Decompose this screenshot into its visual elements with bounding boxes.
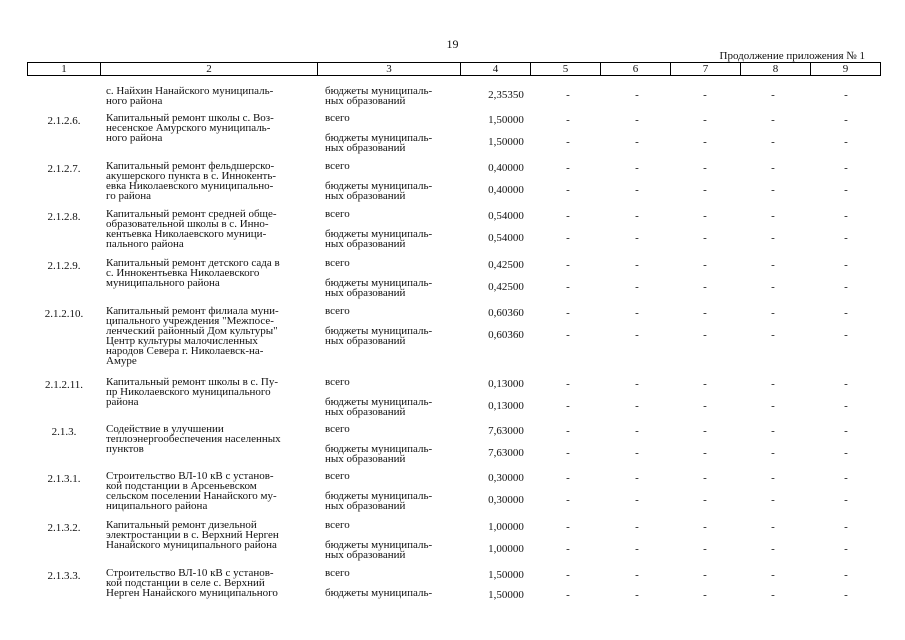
empty-value: - xyxy=(635,589,639,601)
empty-value: - xyxy=(703,136,707,148)
empty-value: - xyxy=(844,543,848,555)
funding-source: всего xyxy=(325,470,350,482)
empty-value: - xyxy=(844,400,848,412)
empty-value: - xyxy=(703,114,707,126)
empty-value: - xyxy=(703,400,707,412)
empty-value: - xyxy=(844,329,848,341)
empty-value: - xyxy=(771,89,775,101)
amount-value: 0,42500 xyxy=(488,281,524,293)
amount-value: 0,13000 xyxy=(488,400,524,412)
empty-value: - xyxy=(771,425,775,437)
empty-value: - xyxy=(771,184,775,196)
funding-source: всего xyxy=(325,112,350,124)
empty-value: - xyxy=(771,447,775,459)
empty-value: - xyxy=(703,521,707,533)
empty-value: - xyxy=(566,162,570,174)
amount-value: 0,40000 xyxy=(488,184,524,196)
empty-value: - xyxy=(844,89,848,101)
empty-value: - xyxy=(771,329,775,341)
empty-value: - xyxy=(771,378,775,390)
empty-value: - xyxy=(566,589,570,601)
empty-value: - xyxy=(566,425,570,437)
empty-value: - xyxy=(566,210,570,222)
empty-value: - xyxy=(635,425,639,437)
empty-value: - xyxy=(771,494,775,506)
empty-value: - xyxy=(566,378,570,390)
amount-value: 0,54000 xyxy=(488,210,524,222)
empty-value: - xyxy=(566,569,570,581)
funding-source: всего xyxy=(325,519,350,531)
row-number: 2.1.3. xyxy=(51,426,77,438)
empty-value: - xyxy=(771,210,775,222)
funding-source: всего xyxy=(325,305,350,317)
empty-value: - xyxy=(703,232,707,244)
header-cell: 7 xyxy=(671,63,741,75)
empty-value: - xyxy=(703,89,707,101)
empty-value: - xyxy=(703,447,707,459)
row-description: Капитальный ремонт школы с. Воз- несенское Амурского муниципаль- ного района xyxy=(106,112,274,144)
empty-value: - xyxy=(635,259,639,271)
amount-value: 1,50000 xyxy=(488,569,524,581)
funding-source: бюджеты муниципаль- ных образований xyxy=(325,132,433,154)
empty-value: - xyxy=(566,89,570,101)
empty-value: - xyxy=(771,259,775,271)
empty-value: - xyxy=(635,329,639,341)
empty-value: - xyxy=(635,307,639,319)
amount-value: 7,63000 xyxy=(488,447,524,459)
empty-value: - xyxy=(566,184,570,196)
row-description: Капитальный ремонт детского сада в с. Иннокентьевка Николаевского муниципального района xyxy=(106,257,280,289)
empty-value: - xyxy=(844,210,848,222)
header-cell: 3 xyxy=(318,63,461,75)
amount-value: 0,54000 xyxy=(488,232,524,244)
empty-value: - xyxy=(844,259,848,271)
empty-value: - xyxy=(844,569,848,581)
empty-value: - xyxy=(771,114,775,126)
empty-value: - xyxy=(703,425,707,437)
row-number: 2.1.2.8. xyxy=(47,211,81,223)
empty-value: - xyxy=(566,521,570,533)
empty-value: - xyxy=(703,569,707,581)
empty-value: - xyxy=(635,472,639,484)
funding-source: всего xyxy=(325,376,350,388)
amount-value: 0,60360 xyxy=(488,307,524,319)
empty-value: - xyxy=(635,494,639,506)
empty-value: - xyxy=(566,329,570,341)
empty-value: - xyxy=(771,569,775,581)
empty-value: - xyxy=(703,378,707,390)
empty-value: - xyxy=(771,232,775,244)
row-number: 2.1.3.1. xyxy=(47,473,81,485)
funding-source: бюджеты муниципаль- ных образований xyxy=(325,396,433,418)
empty-value: - xyxy=(566,259,570,271)
empty-value: - xyxy=(844,472,848,484)
amount-value: 0,40000 xyxy=(488,162,524,174)
amount-value: 1,00000 xyxy=(488,521,524,533)
empty-value: - xyxy=(703,210,707,222)
row-number: 2.1.2.6. xyxy=(47,115,81,127)
empty-value: - xyxy=(635,162,639,174)
header-cell: 5 xyxy=(531,63,601,75)
row-description: Содействие в улучшении теплоэнергообеспечения населенных пунктов xyxy=(106,423,281,455)
empty-value: - xyxy=(566,307,570,319)
empty-value: - xyxy=(771,589,775,601)
empty-value: - xyxy=(566,114,570,126)
empty-value: - xyxy=(703,589,707,601)
header-cell: 4 xyxy=(461,63,531,75)
continuation-label: Продолжение приложения № 1 xyxy=(719,50,865,62)
empty-value: - xyxy=(703,162,707,174)
empty-value: - xyxy=(844,521,848,533)
empty-value: - xyxy=(844,494,848,506)
empty-value: - xyxy=(635,281,639,293)
empty-value: - xyxy=(771,307,775,319)
empty-value: - xyxy=(771,136,775,148)
empty-value: - xyxy=(771,521,775,533)
empty-value: - xyxy=(635,400,639,412)
row-description: Капитальный ремонт филиала муни- ципального учреждения "Межпосе- ленческий районный Дом культуры" Центр культуры малочисленных народов Севера г. Николаевск-на- Амуре xyxy=(106,305,279,367)
empty-value: - xyxy=(566,472,570,484)
empty-value: - xyxy=(844,136,848,148)
empty-value: - xyxy=(844,232,848,244)
empty-value: - xyxy=(566,281,570,293)
amount-value: 1,00000 xyxy=(488,543,524,555)
row-description: Капитальный ремонт средней обще- образовательной школы в с. Инно- кентьевка Николаевского муници- пального района xyxy=(106,208,277,250)
empty-value: - xyxy=(844,447,848,459)
funding-source: бюджеты муниципаль- ных образований xyxy=(325,490,433,512)
row-number: 2.1.3.3. xyxy=(47,570,81,582)
row-description: с. Найхин Нанайского муниципаль- ного района xyxy=(106,85,274,107)
empty-value: - xyxy=(771,162,775,174)
funding-source: бюджеты муниципаль- ных образований xyxy=(325,180,433,202)
funding-source: бюджеты муниципаль- ных образований xyxy=(325,85,433,107)
empty-value: - xyxy=(635,378,639,390)
amount-value: 2,35350 xyxy=(488,89,524,101)
empty-value: - xyxy=(703,184,707,196)
empty-value: - xyxy=(566,136,570,148)
empty-value: - xyxy=(635,447,639,459)
empty-value: - xyxy=(566,494,570,506)
row-description: Строительство ВЛ-10 кВ с установ- кой подстанции в Арсеньевском сельском поселении Нанайского му- ниципального района xyxy=(106,470,277,512)
page-number: 19 xyxy=(446,37,459,51)
empty-value: - xyxy=(703,543,707,555)
row-description: Строительство ВЛ-10 кВ с установ- кой подстанции в селе с. Верхний Нерген Нанайского муниципального xyxy=(106,567,278,599)
empty-value: - xyxy=(635,521,639,533)
empty-value: - xyxy=(844,589,848,601)
funding-source: всего xyxy=(325,208,350,220)
row-number: 2.1.2.7. xyxy=(47,163,81,175)
empty-value: - xyxy=(566,232,570,244)
funding-source: бюджеты муниципаль- xyxy=(325,587,433,599)
empty-value: - xyxy=(566,400,570,412)
empty-value: - xyxy=(703,307,707,319)
empty-value: - xyxy=(844,378,848,390)
empty-value: - xyxy=(703,472,707,484)
funding-source: бюджеты муниципаль- ных образований xyxy=(325,443,433,465)
amount-value: 0,30000 xyxy=(488,472,524,484)
header-cell: 6 xyxy=(601,63,671,75)
amount-value: 1,50000 xyxy=(488,114,524,126)
empty-value: - xyxy=(635,136,639,148)
empty-value: - xyxy=(566,543,570,555)
amount-value: 0,60360 xyxy=(488,329,524,341)
empty-value: - xyxy=(844,162,848,174)
header-cell: 1 xyxy=(28,63,101,75)
row-description: Капитальный ремонт дизельной электростанции в с. Верхний Нерген Нанайского муниципального района xyxy=(106,519,279,551)
header-cell: 2 xyxy=(101,63,318,75)
header-cell: 8 xyxy=(741,63,811,75)
funding-source: всего xyxy=(325,423,350,435)
row-description: Капитальный ремонт школы в с. Пу- пр Николаевского муниципального района xyxy=(106,376,279,408)
empty-value: - xyxy=(771,543,775,555)
empty-value: - xyxy=(635,569,639,581)
empty-value: - xyxy=(703,281,707,293)
amount-value: 1,50000 xyxy=(488,589,524,601)
amount-value: 7,63000 xyxy=(488,425,524,437)
empty-value: - xyxy=(771,400,775,412)
row-number: 2.1.2.10. xyxy=(44,308,84,320)
funding-source: всего xyxy=(325,257,350,269)
row-number: 2.1.2.9. xyxy=(47,260,81,272)
funding-source: бюджеты муниципаль- ных образований xyxy=(325,277,433,299)
empty-value: - xyxy=(844,184,848,196)
empty-value: - xyxy=(771,472,775,484)
header-cell: 9 xyxy=(842,63,849,75)
funding-source: бюджеты муниципаль- ных образований xyxy=(325,228,433,250)
empty-value: - xyxy=(703,259,707,271)
row-number: 2.1.3.2. xyxy=(47,522,81,534)
empty-value: - xyxy=(566,447,570,459)
empty-value: - xyxy=(844,425,848,437)
row-number: 2.1.2.11. xyxy=(44,379,84,391)
empty-value: - xyxy=(635,543,639,555)
empty-value: - xyxy=(703,329,707,341)
empty-value: - xyxy=(635,89,639,101)
amount-value: 0,30000 xyxy=(488,494,524,506)
amount-value: 0,13000 xyxy=(488,378,524,390)
empty-value: - xyxy=(635,210,639,222)
funding-source: всего xyxy=(325,567,350,579)
empty-value: - xyxy=(635,114,639,126)
funding-source: бюджеты муниципаль- ных образований xyxy=(325,325,433,347)
amount-value: 0,42500 xyxy=(488,259,524,271)
empty-value: - xyxy=(844,114,848,126)
empty-value: - xyxy=(703,494,707,506)
funding-source: бюджеты муниципаль- ных образований xyxy=(325,539,433,561)
empty-value: - xyxy=(635,232,639,244)
empty-value: - xyxy=(844,281,848,293)
funding-source: всего xyxy=(325,160,350,172)
empty-value: - xyxy=(635,184,639,196)
amount-value: 1,50000 xyxy=(488,136,524,148)
empty-value: - xyxy=(844,307,848,319)
row-description: Капитальный ремонт фельдшерско- акушерского пункта в с. Иннокенть- евка Николаевского муниципально- го района xyxy=(106,160,276,202)
empty-value: - xyxy=(771,281,775,293)
